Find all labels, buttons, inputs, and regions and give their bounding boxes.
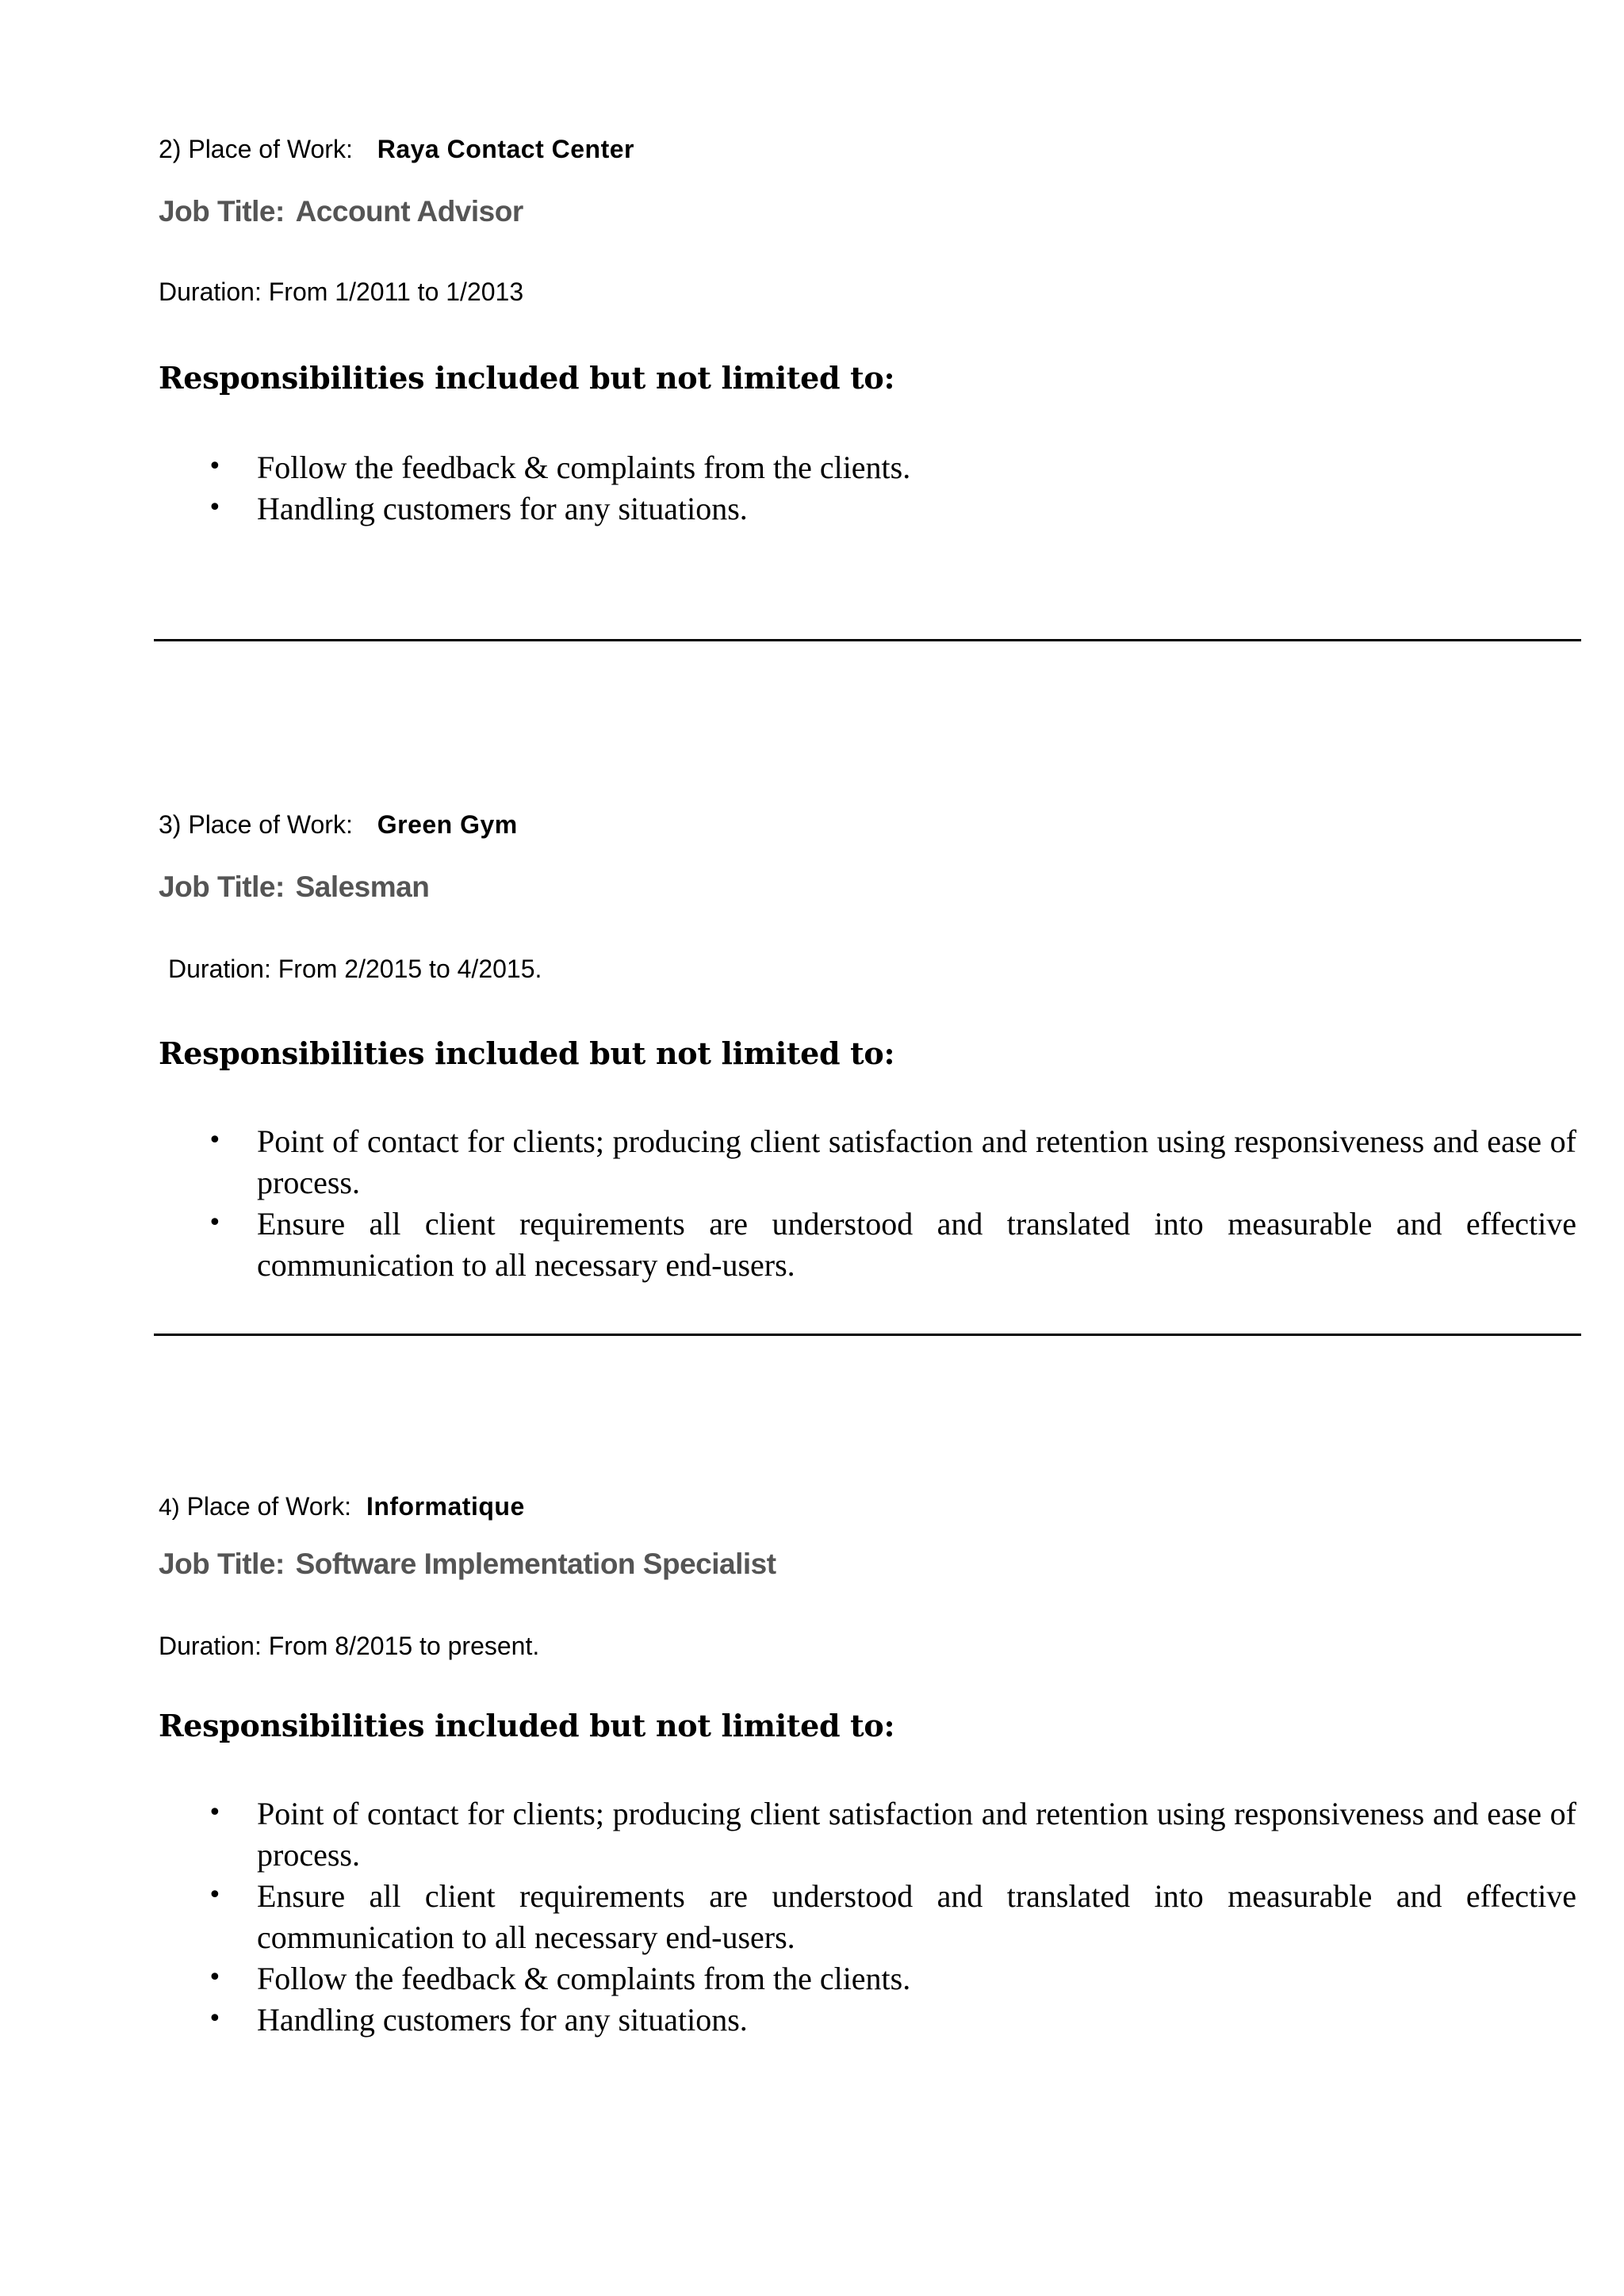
section-divider [154, 1334, 1581, 1336]
responsibility-text: Ensure all client requirements are understood and translated into measurable and effective communication to all necessary end-users. [257, 1878, 1576, 1955]
bullet-icon: • [208, 1881, 222, 1909]
job-title [159, 872, 429, 901]
job-duration: Duration: From 2/2015 to 4/2015. [168, 955, 542, 983]
bullet-icon: • [208, 2005, 222, 2033]
section-divider [154, 639, 1581, 641]
job-number: 2) [159, 135, 182, 163]
bullet-icon: • [208, 494, 222, 522]
responsibility-text: Point of contact for clients; producing client satisfaction and retention using responsiveness and ease of process. [257, 1123, 1576, 1200]
responsibilities-list [0, 447, 1624, 530]
list-item [0, 1121, 1624, 1203]
company-name: Informatique [366, 1492, 525, 1521]
job-title-label: Job Title: [159, 871, 285, 903]
responsibilities-heading: Responsibilities included but not limited to: [159, 1708, 895, 1743]
bullet-icon: • [208, 1799, 222, 1827]
place-label: Place of Work: [188, 135, 353, 163]
bullet-icon: • [208, 1964, 222, 1992]
responsibility-text: Point of contact for clients; producing client satisfaction and retention using responsiveness and ease of process. [257, 1796, 1576, 1873]
company-name: Green Gym [377, 810, 518, 839]
bullet-icon: • [208, 453, 222, 480]
responsibilities-heading: Responsibilities included but not limited to: [159, 360, 895, 396]
place-of-work [159, 1494, 525, 1520]
list-item [0, 1958, 1624, 1999]
list-item [0, 1203, 1624, 1286]
job-duration: Duration: From 1/2011 to 1/2013 [159, 277, 524, 306]
job-title-value: Account Advisor [295, 195, 523, 228]
place-label: Place of Work: [188, 810, 353, 839]
place-of-work [159, 812, 518, 837]
list-item [0, 447, 1624, 488]
list-item [0, 1999, 1624, 2041]
responsibility-text: Handling customers for any situations. [257, 2002, 748, 2038]
list-item [0, 488, 1624, 530]
job-title-value: Salesman [295, 871, 430, 903]
responsibility-text: Ensure all client requirements are understood and translated into measurable and effective communication to all necessary end-users. [257, 1206, 1576, 1283]
responsibility-text: Follow the feedback & complaints from the clients. [257, 1961, 911, 1996]
job-title-label: Job Title: [159, 1548, 285, 1580]
list-item [0, 1876, 1624, 1958]
responsibilities-list [0, 1121, 1624, 1286]
job-title [159, 1549, 776, 1578]
job-number: 4) [159, 1494, 180, 1521]
job-number: 3) [159, 810, 182, 839]
list-item [0, 1793, 1624, 1876]
bullet-icon: • [208, 1209, 222, 1237]
company-name: Raya Contact Center [377, 135, 634, 163]
responsibilities-list [0, 1793, 1624, 2041]
bullet-icon: • [208, 1127, 222, 1154]
place-of-work [159, 136, 634, 162]
responsibility-text: Follow the feedback & complaints from the clients. [257, 450, 911, 485]
responsibilities-heading: Responsibilities included but not limited to: [159, 1035, 895, 1071]
place-label: Place of Work: [186, 1492, 352, 1521]
job-duration: Duration: From 8/2015 to present. [159, 1632, 540, 1660]
job-title [159, 197, 523, 226]
job-title-label: Job Title: [159, 195, 285, 228]
job-title-value: Software Implementation Specialist [295, 1548, 776, 1580]
responsibility-text: Handling customers for any situations. [257, 491, 748, 526]
